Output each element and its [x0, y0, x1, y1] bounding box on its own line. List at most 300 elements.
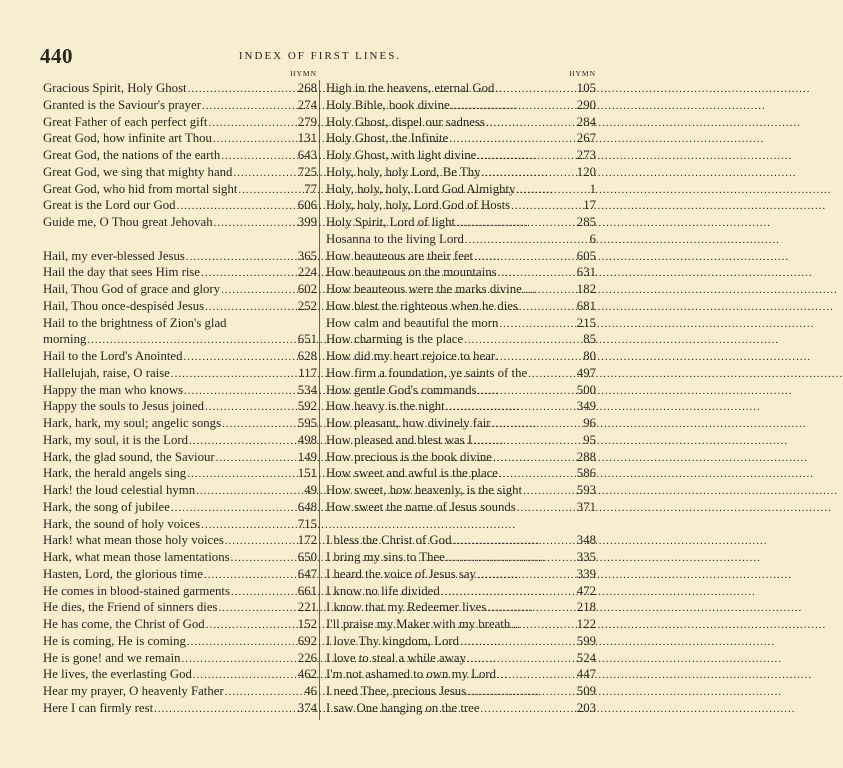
hymn-number: 349: [576, 399, 596, 414]
index-entry: [326, 599, 596, 616]
index-entry: [43, 482, 317, 499]
dot-leader: [183, 383, 292, 400]
entry-first-line: How sweet the name of Jesus sounds: [326, 499, 516, 514]
dot-leader: [204, 399, 292, 416]
hymn-number: 226: [297, 650, 317, 665]
entry-first-line: Hail, Thou God of grace and glory: [43, 282, 221, 296]
dot-leader: [230, 584, 292, 601]
hymn-number: 715: [297, 516, 317, 531]
entry-first-line: Hail to the brightness of Zion's glad: [43, 315, 227, 330]
entry-first-line: Great is the Lord our God: [43, 198, 176, 213]
index-entry: [326, 264, 596, 281]
hymn-number: 681: [576, 298, 596, 313]
hymn-number: 288: [576, 449, 596, 464]
index-entry: [326, 80, 596, 97]
hymn-number: 661: [297, 583, 317, 598]
hymn-number: 399: [297, 215, 317, 229]
dot-leader: [218, 600, 292, 617]
index-entry: [43, 181, 317, 198]
entry-first-line: Hail the day that sees Him rise: [43, 265, 201, 280]
entry-first-line: I saw One hanging on the tree: [326, 700, 480, 715]
hymn-number: 509: [576, 684, 596, 698]
entry-first-line: Hasten, Lord, the glorious time: [43, 566, 203, 581]
dot-leader: [498, 466, 571, 483]
hymn-number: 252: [297, 298, 317, 313]
entry-first-line: Hark, the song of jubilee: [43, 499, 170, 514]
entry-first-line: Happy the souls to Jesus joined: [43, 399, 205, 414]
entry-first-line: Holy, holy, holy Lord, Be Thy: [326, 164, 481, 179]
hymn-number: 284: [576, 114, 596, 129]
index-entry: [326, 415, 596, 432]
index-entry: [326, 197, 596, 214]
left-column: [43, 68, 317, 717]
dot-leader: [192, 667, 292, 684]
index-entry: [43, 264, 317, 281]
entry-first-line: He has come, the Christ of God: [43, 617, 205, 631]
hymn-number: 606: [297, 198, 317, 213]
entry-first-line: How charming is the place: [326, 332, 464, 347]
entry-first-line: How calm and beautiful the morn: [326, 315, 499, 330]
dot-leader: [224, 533, 292, 550]
entry-first-line: I'll praise my Maker with my breath: [326, 617, 511, 631]
dot-leader: [486, 600, 571, 617]
entry-first-line: Holy Ghost, dispel our sadness: [326, 114, 485, 129]
index-entry: [326, 583, 596, 600]
entry-first-line: He dies, the Friend of sinners dies: [43, 600, 218, 615]
hymn-number: 224: [297, 265, 317, 280]
hymn-number: 534: [297, 382, 317, 397]
dot-leader: [237, 182, 292, 199]
index-entry: [43, 382, 317, 399]
entry-first-line: He is coming, He is coming: [43, 633, 186, 648]
index-entry: [326, 281, 596, 298]
index-entry: [43, 532, 317, 549]
entry-first-line: I know no life divided: [326, 583, 440, 598]
hymn-number: 500: [576, 382, 596, 397]
page-number: 440: [40, 44, 73, 68]
entry-first-line: I bless the Christ of God: [326, 533, 452, 548]
entry-first-line: Hail, my ever-blessed Jesus: [43, 248, 185, 263]
hymn-number: 96: [583, 416, 596, 430]
hymn-number: 648: [297, 499, 317, 514]
dot-leader: [183, 349, 293, 366]
dot-leader: [220, 282, 292, 299]
entry-first-line: Hark, the sound of holy voices: [43, 516, 201, 531]
index-entry: [43, 197, 317, 214]
index-entry: [43, 147, 317, 164]
dot-leader: [186, 466, 292, 483]
entry-first-line: Hear my prayer, O heavenly Father: [43, 684, 224, 698]
entry-first-line: How beauteous are their feet: [326, 248, 474, 263]
hymn-number: 268: [297, 81, 317, 95]
dot-leader: [445, 550, 571, 567]
entry-first-line: How heavy is the night: [326, 399, 445, 414]
entry-first-line: I'm not ashamed to own my Lord: [326, 667, 497, 682]
index-entry: [326, 666, 596, 683]
dot-leader: [510, 198, 571, 215]
entry-first-line: How sweet, how heavenly, is the sight: [326, 483, 523, 497]
entry-first-line: Guide me, O Thou great Jehovah: [43, 215, 213, 229]
index-entry: [326, 298, 596, 315]
dot-leader: [464, 232, 571, 249]
hymn-number: 524: [576, 650, 596, 665]
hymn-number: 651: [297, 332, 317, 347]
entry-first-line: Great Father of each perfect gift: [43, 114, 208, 129]
dot-leader: [230, 550, 292, 567]
index-entry: [326, 181, 596, 198]
index-entry: [43, 633, 317, 650]
hymn-number: 151: [297, 466, 317, 481]
entry-first-line: Hail to the Lord's Anointed: [43, 349, 183, 363]
entry-first-line: I know that my Redeemer lives: [326, 600, 487, 615]
hymn-number: 599: [576, 633, 596, 648]
index-entry: [326, 532, 596, 549]
hymn-number: 335: [576, 550, 596, 564]
left-entry-list: [43, 80, 317, 717]
dot-leader: [195, 483, 292, 500]
index-entry: [326, 231, 596, 248]
dot-leader: [450, 98, 571, 115]
dot-leader: [476, 148, 571, 165]
hymn-number: 595: [297, 416, 317, 430]
entry-first-line: Happy the man who knows: [43, 382, 184, 397]
entry-first-line: High in the heavens, eternal God: [326, 81, 495, 95]
dot-leader: [494, 81, 571, 98]
entry-first-line: Hail, Thou once-despiséd Jesus: [43, 298, 205, 313]
index-entry: [43, 432, 317, 449]
hymn-number: 105: [576, 81, 596, 95]
hymn-number: 274: [297, 97, 317, 112]
entry-first-line: Hark, the glad sound, the Saviour: [43, 449, 215, 464]
dot-leader: [200, 517, 292, 534]
dot-leader: [215, 450, 292, 467]
index-entry: [326, 566, 596, 583]
dot-leader: [516, 500, 571, 517]
entry-first-line: I bring my sins to Thee: [326, 550, 445, 564]
dot-leader: [510, 617, 571, 634]
index-entry: [326, 147, 596, 164]
index-entry: [43, 365, 317, 382]
dot-leader: [220, 148, 292, 165]
hymn-number: 692: [297, 633, 317, 648]
index-entry: [326, 499, 596, 516]
entry-first-line: Granted is the Saviour's prayer: [43, 97, 201, 112]
index-entry: [326, 549, 596, 566]
dot-leader: [497, 265, 571, 282]
entry-first-line: Hark, my soul, it is the Lord: [43, 432, 189, 447]
dot-leader: [455, 215, 571, 232]
index-entry: [43, 398, 317, 415]
index-entry: [43, 499, 317, 516]
dot-leader: [518, 299, 571, 316]
entry-first-line: Holy Bible, book divine: [326, 97, 450, 112]
index-entry: [326, 650, 596, 667]
index-entry: [43, 549, 317, 566]
index-entry: [43, 516, 317, 533]
hymn-number: 77: [304, 181, 317, 196]
entry-first-line: Holy, holy, holy, Lord God of Hosts: [326, 198, 511, 213]
hymn-number: 650: [297, 550, 317, 564]
hymn-number: 472: [576, 583, 596, 598]
dot-leader: [451, 533, 571, 550]
hymn-header: HYMN: [290, 69, 317, 78]
right-column: [326, 68, 596, 717]
index-entry: [43, 331, 317, 348]
dot-leader: [200, 265, 292, 282]
entry-first-line: Hark! what mean those holy voices: [43, 533, 224, 548]
index-entry: [43, 650, 317, 667]
hymn-number: 1: [589, 181, 596, 196]
dot-leader: [466, 651, 571, 668]
dot-leader: [187, 81, 292, 98]
dot-leader: [472, 433, 571, 450]
hymn-number: 725: [297, 164, 317, 179]
dot-leader: [203, 567, 292, 584]
hymn-number: 85: [583, 332, 596, 347]
index-entry: [326, 449, 596, 466]
entry-first-line: Holy Spirit, Lord of light: [326, 215, 456, 229]
index-entry: [326, 398, 596, 415]
hymn-number: 348: [576, 533, 596, 548]
hymn-number: 628: [297, 349, 317, 363]
entry-first-line: How blest the righteous when he dies: [326, 298, 518, 313]
entry-first-line: How firm a foundation, ye saints of the: [326, 365, 528, 380]
index-entry: [326, 432, 596, 449]
index-entry: [43, 281, 317, 298]
index-entry: [43, 315, 317, 332]
hymn-number: 290: [576, 97, 596, 112]
hymn-number: 267: [576, 131, 596, 146]
index-entry: [326, 365, 596, 382]
entry-first-line: Holy Ghost, the Infinite: [326, 131, 449, 146]
dot-leader: [522, 282, 571, 299]
page-title: INDEX OF FIRST LINES.: [238, 50, 402, 62]
hymn-number: 497: [576, 365, 596, 380]
entry-first-line: How beauteous on the mountains: [326, 265, 497, 280]
hymn-number: 152: [297, 617, 317, 631]
dot-leader: [201, 98, 292, 115]
entry-first-line: He lives, the everlasting God: [43, 667, 192, 682]
dot-leader: [496, 667, 571, 684]
entry-first-line: How gentle God's commands: [326, 382, 477, 397]
dot-leader: [491, 416, 571, 433]
dot-leader: [212, 131, 292, 148]
index-entry: [326, 331, 596, 348]
dot-leader: [185, 249, 292, 266]
hymn-number: 221: [297, 600, 317, 615]
entry-first-line: Hark, the herald angels sing: [43, 466, 187, 481]
hymn-number: 602: [297, 282, 317, 296]
index-entry: [43, 415, 317, 432]
right-entry-list: [326, 80, 596, 717]
dot-leader: [232, 165, 292, 182]
dot-leader: [86, 332, 292, 349]
hymn-number: 498: [297, 432, 317, 447]
index-entry: [326, 315, 596, 332]
dot-leader: [224, 684, 292, 701]
index-entry: [326, 248, 596, 265]
hymn-number: 447: [576, 667, 596, 682]
hymn-number: 6: [589, 231, 596, 246]
entry-first-line: How did my heart rejoice to hear: [326, 349, 496, 363]
hymn-number: 80: [583, 349, 596, 363]
entry-first-line: Holy Ghost, with light divine: [326, 148, 477, 162]
hymn-number: 647: [297, 566, 317, 581]
index-entry: [326, 130, 596, 147]
index-entry: [326, 97, 596, 114]
dot-leader: [221, 416, 292, 433]
dot-leader: [208, 115, 293, 132]
index-entry: [43, 214, 317, 231]
hymn-number: 631: [576, 265, 596, 280]
dot-leader: [181, 651, 292, 668]
hymn-number: 339: [576, 566, 596, 581]
index-entry: [43, 599, 317, 616]
hymn-number: 462: [297, 667, 317, 682]
dot-leader: [492, 450, 571, 467]
hymn-number: 122: [576, 617, 596, 631]
hymn-number: 215: [576, 315, 596, 330]
index-entry: [43, 130, 317, 147]
dot-leader: [485, 115, 571, 132]
index-entry: [326, 683, 596, 700]
dot-leader: [176, 198, 292, 215]
dot-leader: [213, 215, 292, 232]
index-entry: [326, 214, 596, 231]
dot-leader: [466, 684, 571, 701]
entry-first-line: Great God, who hid from mortal sight: [43, 181, 238, 196]
hymn-number: 149: [297, 449, 317, 464]
hymn-number: 365: [297, 248, 317, 263]
entry-first-line: He is gone! and we remain: [43, 650, 181, 665]
entry-first-line: Hallelujah, raise, O raise: [43, 365, 170, 380]
index-entry: [43, 449, 317, 466]
entry-first-line: Great God, we sing that mighty hand: [43, 164, 233, 179]
dot-leader: [204, 299, 292, 316]
hymn-number: 285: [576, 215, 596, 229]
dot-leader: [188, 433, 292, 450]
dot-leader: [476, 567, 571, 584]
index-entry: [43, 348, 317, 365]
dot-leader: [440, 584, 571, 601]
entry-first-line: morning: [43, 332, 87, 347]
dot-leader: [527, 366, 571, 383]
dot-leader: [459, 634, 571, 651]
entry-first-line: Great God, the nations of the earth: [43, 148, 221, 162]
entry-first-line: Great God, how infinite art Thou: [43, 131, 212, 146]
entry-first-line: I love Thy kingdom, Lord: [326, 633, 460, 648]
entry-first-line: How precious is the book divine: [326, 449, 492, 464]
hymn-number: 49: [304, 483, 317, 497]
dot-leader: [170, 366, 292, 383]
hymn-number: 182: [576, 282, 596, 296]
dot-leader: [153, 701, 292, 718]
hymn-number: 593: [576, 483, 596, 497]
dot-leader: [205, 617, 292, 634]
entry-first-line: Holy, holy, holy, Lord God Almighty: [326, 181, 516, 196]
hymn-number: 643: [297, 148, 317, 162]
entry-first-line: Hark, hark, my soul; angelic songs: [43, 416, 222, 430]
entry-first-line: He comes in blood-stained garments: [43, 583, 230, 598]
index-entry: [43, 465, 317, 482]
index-entry: [43, 666, 317, 683]
index-entry: [43, 616, 317, 633]
index-entry: [43, 97, 317, 114]
index-entry: [43, 114, 317, 131]
index-entry: [326, 700, 596, 717]
index-entry: [43, 583, 317, 600]
hymn-number: 371: [576, 499, 596, 514]
index-entry: [43, 248, 317, 265]
entry-first-line: Here I can firmly rest: [43, 700, 154, 715]
index-entry: [326, 348, 596, 365]
hymn-number: 46: [304, 684, 317, 698]
entry-first-line: I need Thee, precious Jesus: [326, 684, 467, 698]
dot-leader: [495, 349, 571, 366]
hymn-number: 273: [576, 148, 596, 162]
section-gap: [43, 231, 317, 248]
hymn-number: 95: [583, 432, 596, 447]
dot-leader: [448, 131, 571, 148]
index-entry: [43, 566, 317, 583]
hymn-number: 279: [297, 114, 317, 129]
index-entry: [43, 80, 317, 97]
index-entry: [326, 482, 596, 499]
dot-leader: [473, 249, 571, 266]
hymn-number: 605: [576, 248, 596, 263]
dot-leader: [186, 634, 292, 651]
index-entry: [326, 633, 596, 650]
index-entry: [43, 164, 317, 181]
dot-leader: [445, 399, 571, 416]
dot-leader: [463, 332, 571, 349]
index-entry: [326, 382, 596, 399]
entry-first-line: How pleasant, how divinely fair: [326, 416, 491, 430]
entry-first-line: I love to steal a while away: [326, 650, 467, 665]
entry-first-line: Gracious Spirit, Holy Ghost: [43, 81, 187, 95]
hymn-number: 120: [576, 164, 596, 179]
dot-leader: [481, 165, 572, 182]
dot-leader: [522, 483, 571, 500]
entry-first-line: Hosanna to the living Lord: [326, 231, 464, 246]
hymn-number: 117: [298, 365, 317, 380]
index-entry: [326, 164, 596, 181]
dot-leader: [477, 383, 571, 400]
index-entry: [43, 683, 317, 700]
index-entry: [326, 114, 596, 131]
dot-leader: [515, 182, 571, 199]
hymn-number: 592: [297, 399, 317, 414]
hymn-number: 203: [576, 700, 596, 715]
entry-first-line: How pleased and blest was I: [326, 432, 473, 447]
dot-leader: [480, 701, 571, 718]
hymn-number: 586: [576, 466, 596, 481]
entry-first-line: How sweet and awful is the place: [326, 466, 498, 481]
hymn-number: 172: [297, 533, 317, 548]
index-entry: [43, 298, 317, 315]
index-entry: [43, 700, 317, 717]
entry-first-line: How beauteous were the marks divine: [326, 282, 522, 296]
dot-leader: [170, 500, 292, 517]
index-entry: [326, 616, 596, 633]
entry-first-line: I heard the voice of Jesus say: [326, 566, 476, 581]
section-gap: [326, 516, 596, 533]
entry-first-line: Hark, what mean those lamentations: [43, 550, 230, 564]
entry-first-line: Hark! the loud celestial hymn: [43, 483, 196, 497]
hymn-number: 218: [576, 600, 596, 615]
hymn-number: 131: [297, 131, 317, 146]
index-entry: [326, 465, 596, 482]
